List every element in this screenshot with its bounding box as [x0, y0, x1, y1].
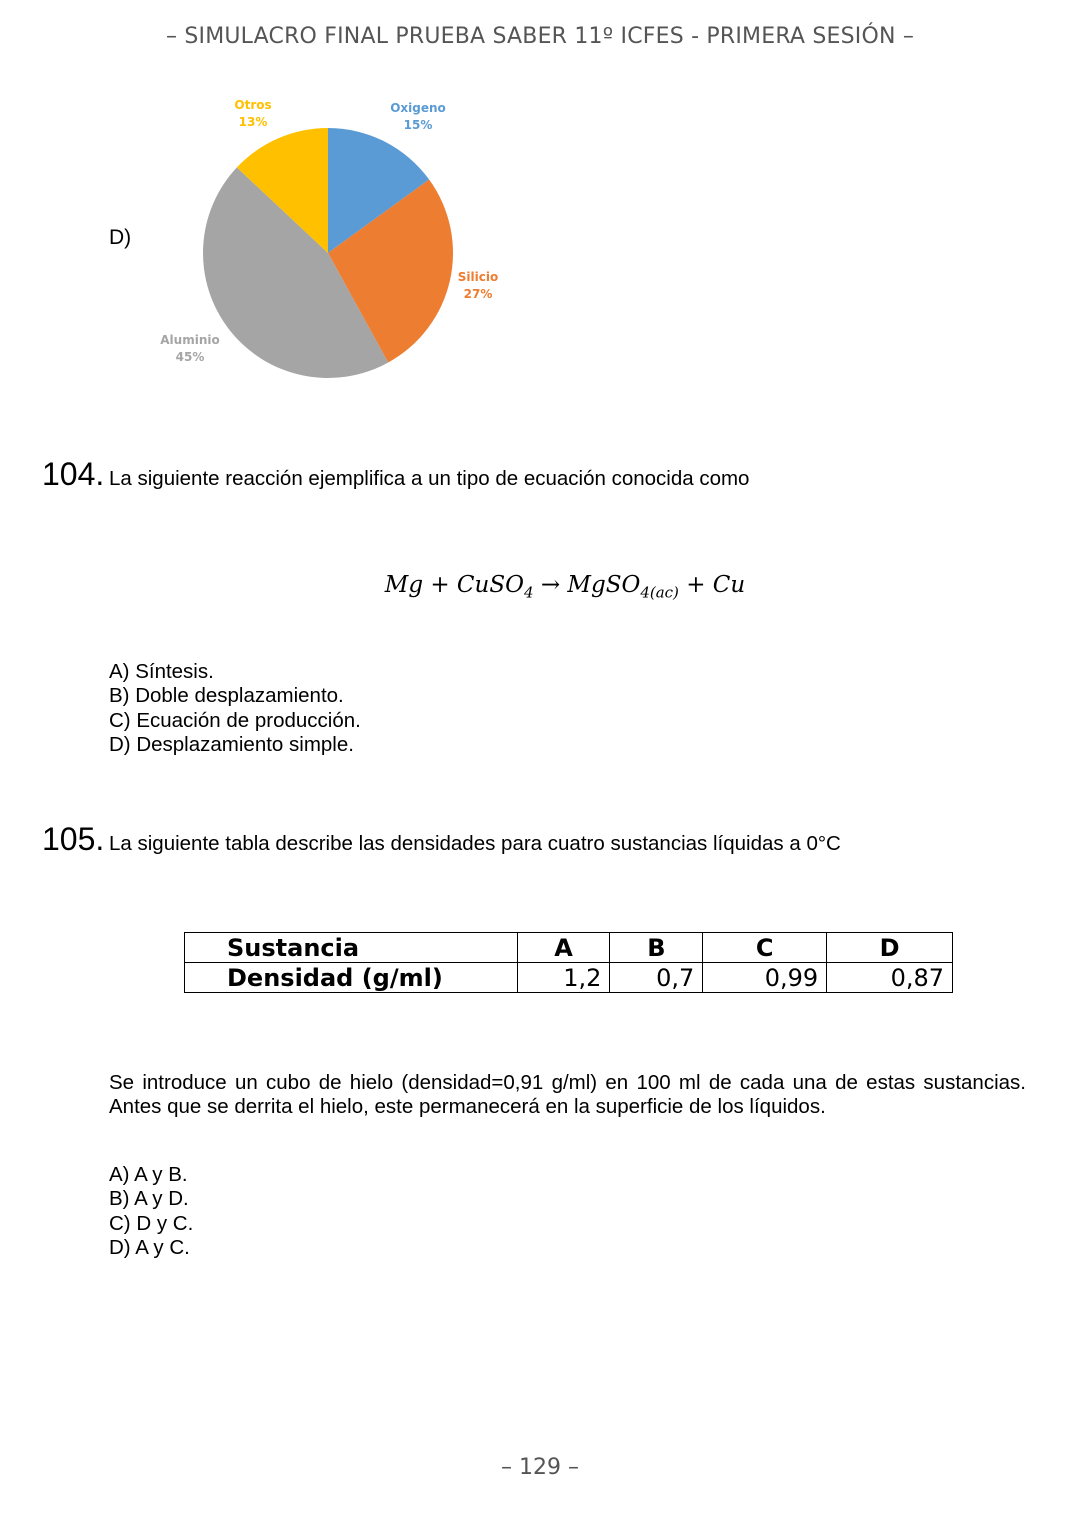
pie-label-name: Silicio — [457, 270, 499, 284]
answer-option[interactable]: C) Ecuación de producción. — [109, 708, 361, 732]
question-105-paragraph: Se introduce un cubo de hielo (densidad=0,91 g/ml) en 100 ml de cada una de estas sustancias. Antes que se derrita el hielo, este permanecerá en la superficie de los líquidos. — [109, 1071, 1026, 1118]
pie-label-value: 27% — [463, 287, 493, 301]
table-cell: 1,2 — [517, 963, 610, 993]
table-header-label: Sustancia — [185, 933, 518, 963]
answer-option[interactable]: A) A y B. — [109, 1163, 188, 1186]
equation-reactants: Mg + CuSO — [384, 572, 524, 598]
question-104-text: La siguiente reacción ejemplifica a un tipo de ecuación conocida como — [109, 467, 750, 490]
option-d-label: D) — [109, 226, 132, 249]
pie-chart — [140, 88, 540, 388]
answer-option[interactable]: C) D y C. — [109, 1211, 194, 1235]
table-cell: 0,7 — [610, 963, 703, 993]
answer-option[interactable]: B) A y D. — [109, 1187, 189, 1211]
answer-option[interactable]: D) Desplazamiento simple. — [109, 732, 354, 756]
pie-label-name: Otros — [234, 98, 272, 112]
question-105-number: 105. — [42, 821, 105, 857]
table-cell: 0,99 — [703, 963, 827, 993]
equation-product-subscript: 4(ac) — [640, 583, 679, 602]
table-column-header: D — [827, 933, 953, 963]
question-105-text: La siguiente tabla describe las densidades para cuatro sustancias líquidas a 0°C — [109, 832, 841, 855]
table-column-header: C — [703, 933, 827, 963]
table-column-header: A — [517, 933, 610, 963]
question-104-number: 104. — [42, 456, 105, 492]
pie-label-name: Aluminio — [160, 333, 220, 347]
answer-option[interactable]: A) Síntesis. — [109, 660, 214, 683]
density-table — [184, 932, 953, 993]
pie-label-name: Oxigeno — [390, 101, 446, 115]
question-104-options — [109, 660, 361, 757]
question-105-options — [109, 1163, 193, 1260]
table-row — [185, 963, 953, 993]
chemical-equation — [0, 572, 1080, 602]
pie-label-value: 45% — [175, 350, 205, 364]
equation-reactant-subscript: 4 — [523, 583, 534, 602]
pie-label-value: 13% — [238, 115, 268, 129]
answer-option[interactable]: B) Doble desplazamiento. — [109, 684, 344, 708]
pie-label-value: 15% — [403, 118, 433, 132]
table-row-label: Densidad (g/ml) — [185, 963, 518, 993]
page-number: – 129 – — [501, 1455, 579, 1480]
answer-option[interactable]: D) A y C. — [109, 1235, 190, 1259]
equation-product: MgSO — [567, 572, 641, 598]
equation-arrow: → — [533, 572, 568, 598]
table-row — [185, 933, 953, 963]
table-cell: 0,87 — [827, 963, 953, 993]
page-header: – SIMULACRO FINAL PRUEBA SABER 11º ICFES - PRIMERA SESIÓN – — [165, 24, 915, 49]
equation-rest: + Cu — [678, 572, 746, 598]
table-column-header: B — [610, 933, 703, 963]
